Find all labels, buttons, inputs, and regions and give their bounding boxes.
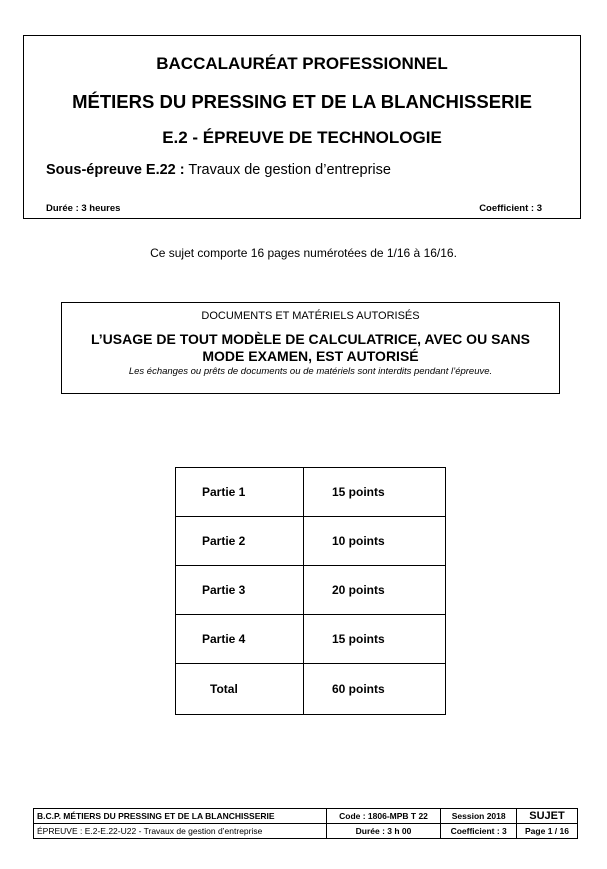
part-points: 10 points bbox=[304, 517, 446, 566]
coefficient: Coefficient : 3 bbox=[479, 203, 542, 214]
pages-note: Ce sujet comporte 16 pages numérotées de 1/16 à 16/16. bbox=[150, 246, 457, 260]
calculator-rule: L’USAGE DE TOUT MODÈLE DE CALCULATRICE, AVEC OU SANS MODE EXAMEN, EST AUTORISÉ bbox=[91, 331, 530, 364]
part-points: 20 points bbox=[304, 566, 446, 615]
footer-row bbox=[34, 809, 578, 824]
table-row bbox=[176, 615, 446, 664]
table-row bbox=[176, 566, 446, 615]
footer-coefficient: Coefficient : 3 bbox=[441, 824, 517, 839]
table-row bbox=[176, 468, 446, 517]
footer-epreuve: ÉPREUVE : E.2-E.22-U22 - Travaux de gestion d’entreprise bbox=[34, 824, 327, 839]
exam-title: BACCALAURÉAT PROFESSIONNEL bbox=[156, 54, 448, 73]
page-footer bbox=[33, 808, 578, 839]
part-label: Partie 1 bbox=[176, 468, 304, 517]
footer-code: Code : 1806-MPB T 22 bbox=[326, 809, 441, 824]
part-label: Partie 4 bbox=[176, 615, 304, 664]
sub-epreuve-text: Travaux de gestion d’entreprise bbox=[184, 162, 391, 178]
total-points: 60 points bbox=[304, 664, 446, 715]
table-row bbox=[176, 517, 446, 566]
footer-diploma: B.C.P. MÉTIERS DU PRESSING ET DE LA BLANCHISSERIE bbox=[34, 809, 327, 824]
exam-epreuve: E.2 - ÉPREUVE DE TECHNOLOGIE bbox=[162, 128, 442, 147]
footer-duration: Durée : 3 h 00 bbox=[326, 824, 441, 839]
points-table bbox=[175, 467, 446, 715]
footer-sujet: SUJET bbox=[517, 809, 578, 824]
table-row-total bbox=[176, 664, 446, 715]
total-label: Total bbox=[176, 664, 304, 715]
part-label: Partie 3 bbox=[176, 566, 304, 615]
sub-epreuve-label: Sous-épreuve E.22 : bbox=[46, 162, 185, 178]
exam-header-box bbox=[23, 35, 581, 219]
part-points: 15 points bbox=[304, 615, 446, 664]
footer-session: Session 2018 bbox=[441, 809, 517, 824]
footer-page-number: Page 1 / 16 bbox=[517, 824, 578, 839]
part-label: Partie 2 bbox=[176, 517, 304, 566]
duration: Durée : 3 heures bbox=[46, 203, 121, 214]
part-points: 15 points bbox=[304, 468, 446, 517]
authorized-documents-box bbox=[61, 302, 560, 394]
sub-epreuve bbox=[46, 162, 391, 178]
footer-row bbox=[34, 824, 578, 839]
docs-note: Les échanges ou prêts de documents ou de matériels sont interdits pendant l’épreuve. bbox=[128, 366, 493, 377]
exam-specialty: MÉTIERS DU PRESSING ET DE LA BLANCHISSERIE bbox=[72, 91, 532, 112]
docs-title: DOCUMENTS ET MATÉRIELS AUTORISÉS bbox=[201, 310, 420, 322]
